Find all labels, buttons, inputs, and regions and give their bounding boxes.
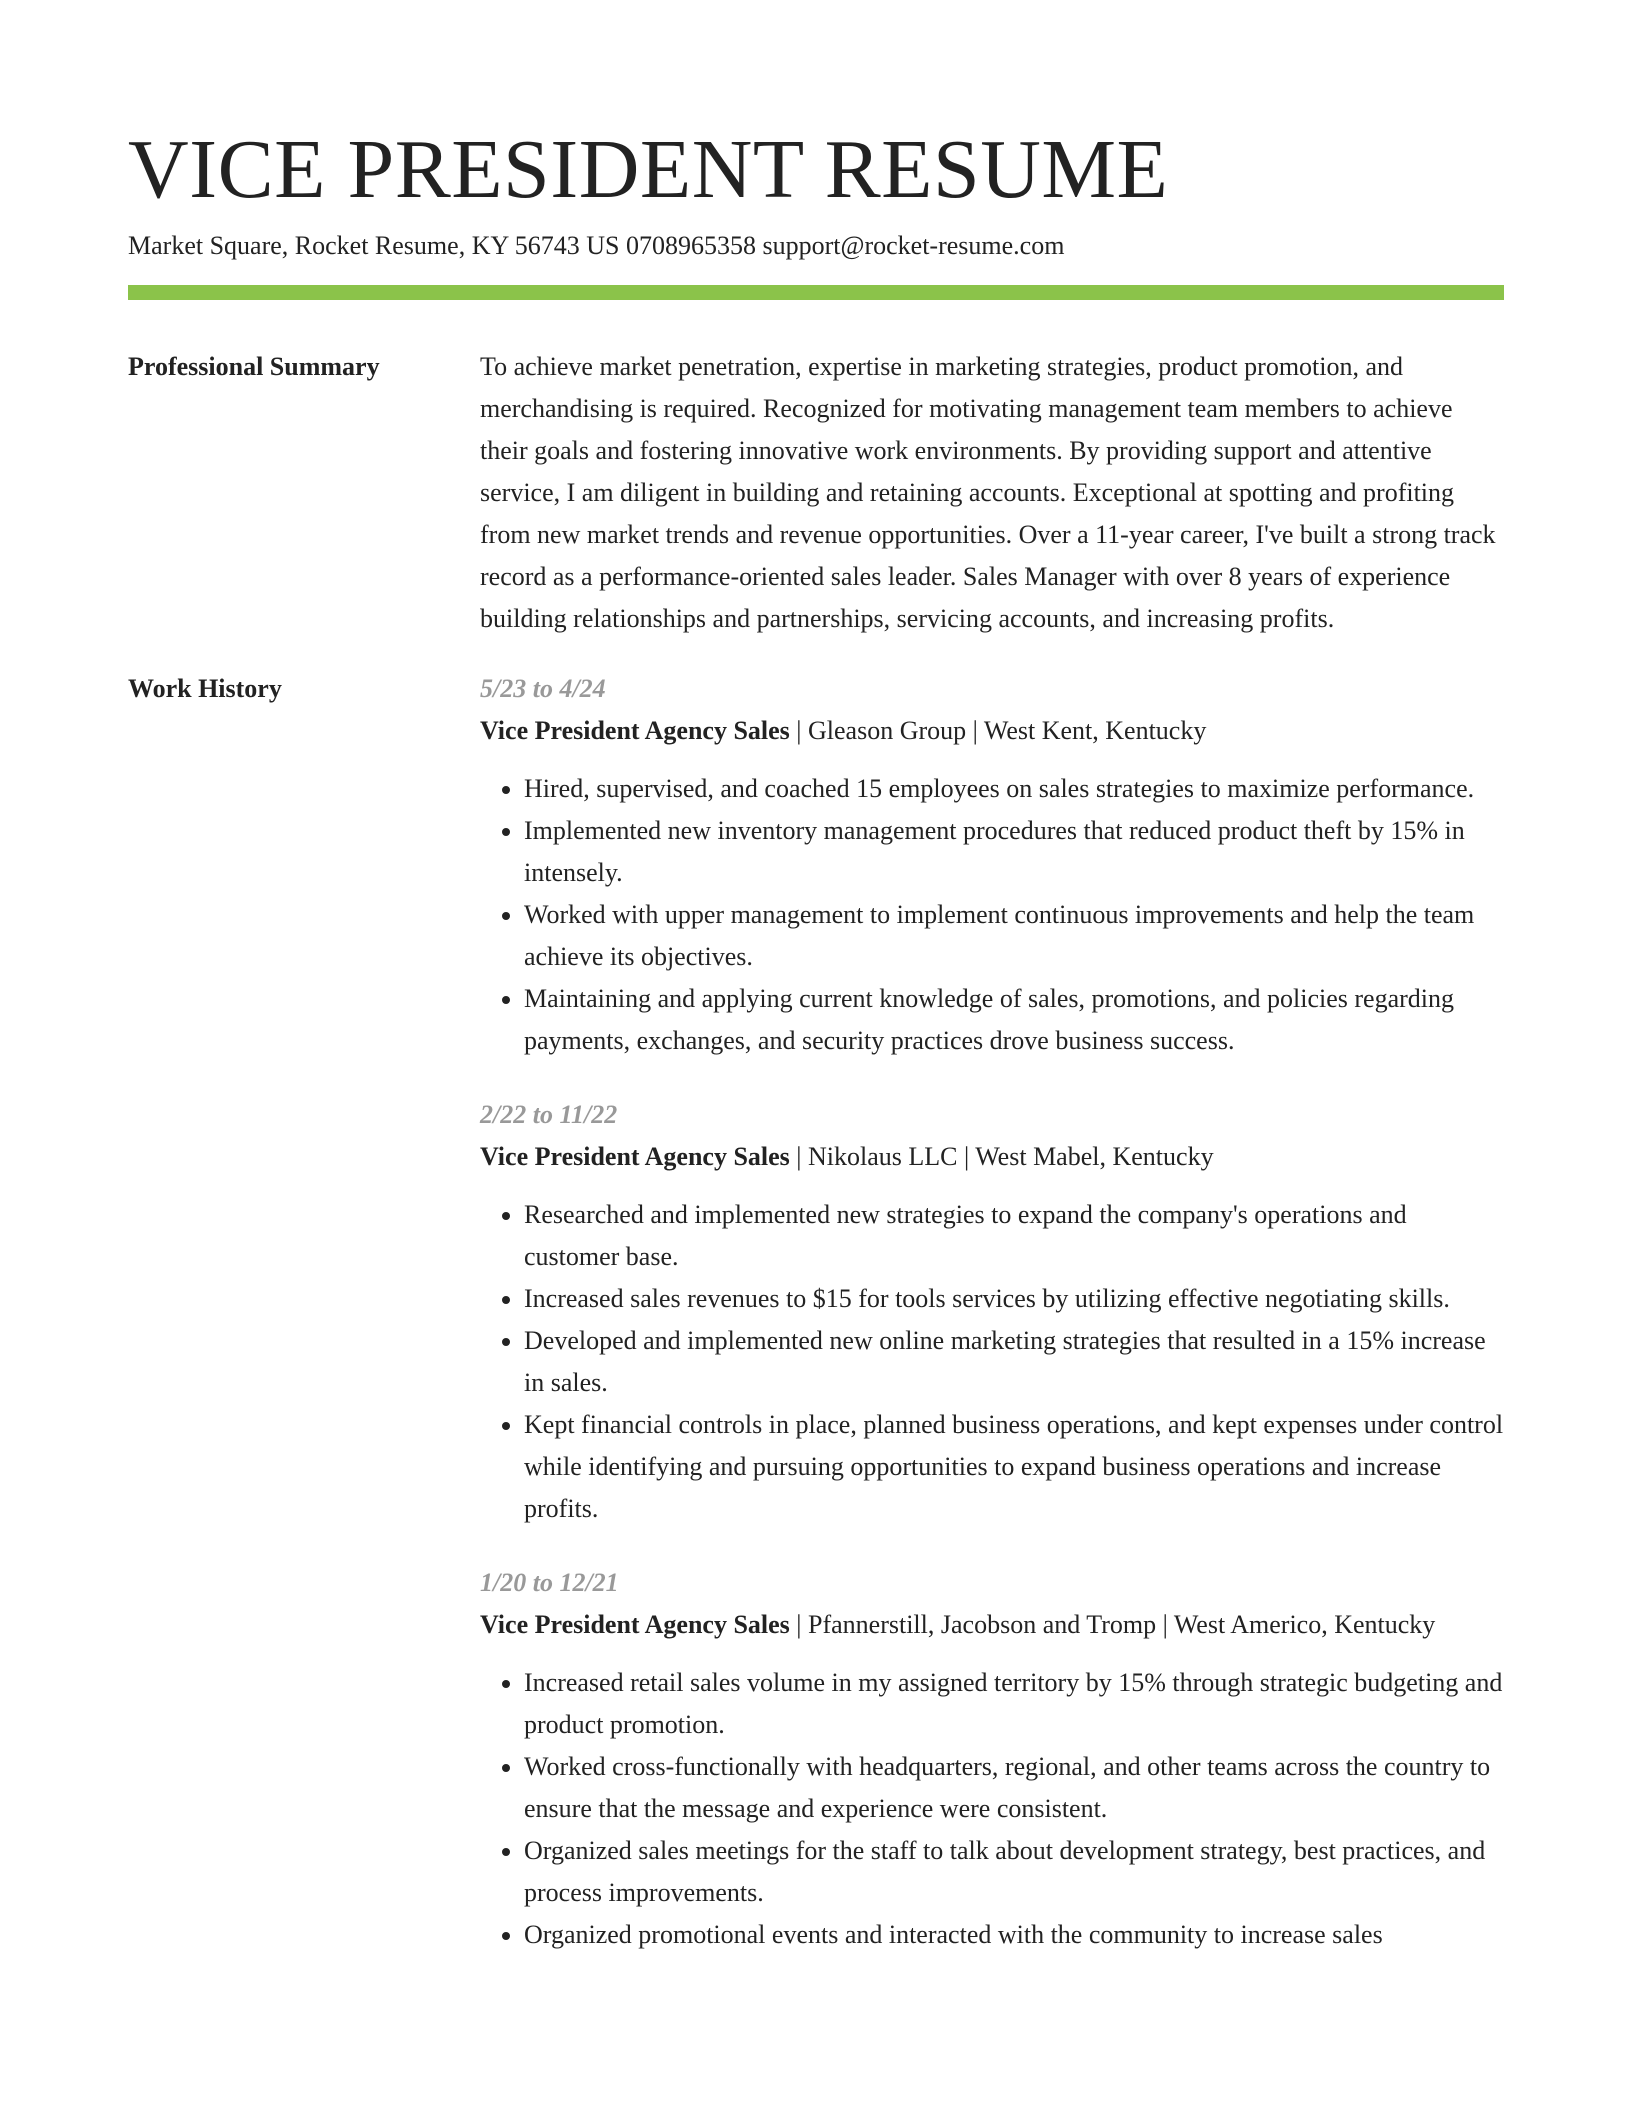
- job-bullet: • Organized sales meetings for the staff to talk about development strategy, best practices, and process improvements.: [524, 1830, 1504, 1914]
- job-title-line: [480, 710, 1504, 752]
- job-entry: [480, 1094, 1504, 1530]
- job-details: | Gleason Group | West Kent, Kentucky: [789, 716, 1207, 745]
- job-bullets: [480, 1194, 1504, 1530]
- resume-title: VICE PRESIDENT RESUME: [128, 123, 1169, 216]
- job-bullet: • Worked with upper management to implement continuous improvements and help the team achieve its objectives.: [524, 894, 1504, 978]
- job-bullet: • Worked cross-functionally with headquarters, regional, and other teams across the country to ensure that the message and experience were consistent.: [524, 1746, 1504, 1830]
- job-title-line: [480, 1136, 1504, 1178]
- job-entry: [480, 668, 1504, 1062]
- contact-line: Market Square, Rocket Resume, KY 56743 US 0708965358 support@rocket-resume.com: [128, 231, 1065, 260]
- job-title: Vice President Agency Sales: [480, 716, 790, 745]
- accent-divider: [128, 285, 1504, 300]
- resume-page: [128, 0, 1504, 1988]
- job-bullet: • Increased retail sales volume in my assigned territory by 15% through strategic budgeting and product promotion.: [524, 1662, 1504, 1746]
- work-history-body: [480, 668, 1504, 1988]
- professional-summary-section: [128, 346, 1504, 640]
- job-title: Vice President Agency Sales: [480, 1142, 790, 1171]
- job-dates: 1/20 to 12/21: [480, 1568, 619, 1597]
- job-entry: [480, 1562, 1504, 1956]
- job-title-line: [480, 1604, 1504, 1646]
- job-bullet: • Increased sales revenues to $15 for tools services by utilizing effective negotiating skills.: [524, 1278, 1504, 1320]
- section-label-work-history: Work History: [128, 674, 282, 703]
- job-bullets: [480, 768, 1504, 1062]
- job-bullet: • Kept financial controls in place, planned business operations, and kept expenses under control while identifying and pursuing opportunities to expand business operations and increase profits.: [524, 1404, 1504, 1530]
- job-bullet: • Hired, supervised, and coached 15 employees on sales strategies to maximize performance.: [524, 768, 1504, 810]
- job-bullet: • Researched and implemented new strategies to expand the company's operations and customer base.: [524, 1194, 1504, 1278]
- job-bullet: • Maintaining and applying current knowledge of sales, promotions, and policies regarding payments, exchanges, and security practices drove business success.: [524, 978, 1504, 1062]
- job-bullet: • Developed and implemented new online marketing strategies that resulted in a 15% increase in sales.: [524, 1320, 1504, 1404]
- summary-text: To achieve market penetration, expertise in marketing strategies, product promotion, and merchandising is required. Recognized for motivating management team members to achieve their goals and fostering innovative work environments. By providing support and attentive service, I am diligent in building and retaining accounts. Exceptional at spotting and profiting from new market trends and revenue opportunities. Over a 11-year career, I've built a strong track record as a performance-oriented sales leader. Sales Manager with over 8 years of experience building relationships and partnerships, servicing accounts, and increasing profits.: [480, 352, 1496, 633]
- work-history-section: [128, 668, 1504, 1988]
- job-bullet: • Implemented new inventory management procedures that reduced product theft by 15% in intensely.: [524, 810, 1504, 894]
- summary-body: [480, 346, 1504, 640]
- job-title: Vice President Agency Sales: [480, 1610, 790, 1639]
- job-details: | Nikolaus LLC | West Mabel, Kentucky: [789, 1142, 1214, 1171]
- job-bullet: • Organized promotional events and interacted with the community to increase sales: [524, 1914, 1504, 1956]
- job-dates: 2/22 to 11/22: [480, 1100, 618, 1129]
- job-details: | Pfannerstill, Jacobson and Tromp | West Americo, Kentucky: [789, 1610, 1436, 1639]
- job-bullets: [480, 1662, 1504, 1956]
- section-label-professional-summary: Professional Summary: [128, 352, 380, 381]
- job-dates: 5/23 to 4/24: [480, 674, 606, 703]
